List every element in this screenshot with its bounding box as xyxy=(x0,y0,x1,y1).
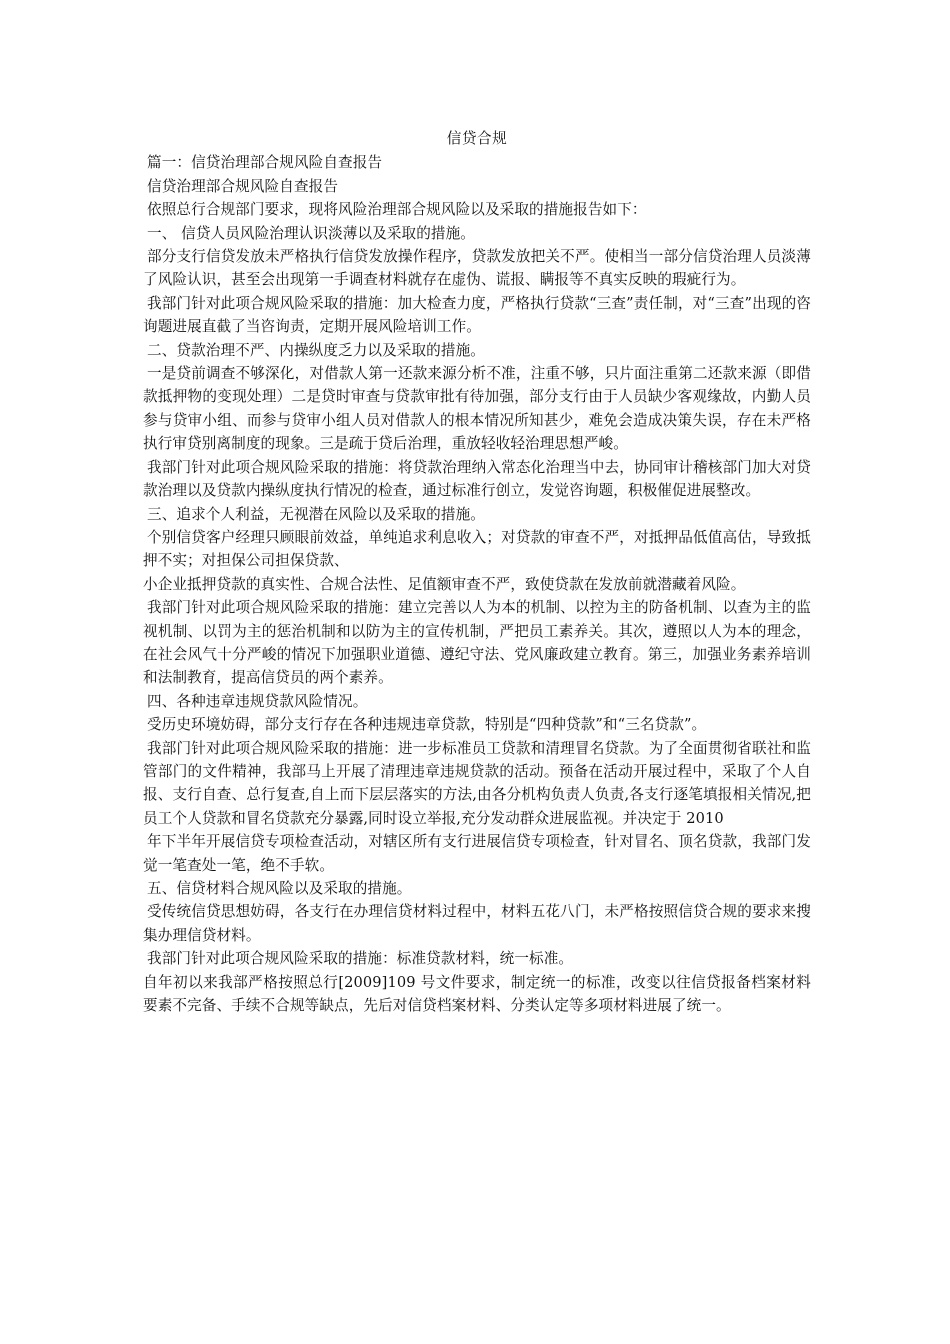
paragraph: 我部门针对此项合规风险采取的措施：将贷款治理纳入常态化治理当中去，协同审计稽核部门加大对贷款治理以及贷款内操纵度执行情况的检查，通过标准行创立，发觉咨询题，积极催促进展整改。 xyxy=(143,458,811,500)
paragraph: 篇一：信贷治理部合规风险自查报告 xyxy=(147,154,383,172)
document-title: 信贷合规 xyxy=(446,130,508,147)
paragraph: 五、信贷材料合规风险以及采取的措施。 xyxy=(147,880,412,897)
paragraph: 信贷治理部合规风险自查报告 xyxy=(147,177,339,195)
paragraph: 受历史环境妨碍，部分支行存在各种违规违章贷款，特别是“四种贷款”和“三名贷款”。 xyxy=(147,716,707,734)
paragraph: 自年初以来我部严格按照总行[2009]109 号文件要求，制定统一的标准，改变以往信贷报备档案材料要素不完备、手续不合规等缺点，先后对信贷档案材料、分类认定等多项材料进展了统一。 xyxy=(143,973,811,1015)
document-body xyxy=(143,127,811,1017)
paragraph: 受传统信贷思想妨碍，各支行在办理信贷材料过程中，材料五花八门，未严格按照信贷合规的要求来搜集办理信贷材料。 xyxy=(143,903,811,944)
paragraph: 四、各种违章违规贷款风险情况。 xyxy=(147,692,368,710)
paragraph: 年下半年开展信贷专项检查活动，对辖区所有支行进展信贷专项检查，针对冒名、顶名贷款，我部门发觉一笔查处一笔，绝不手软。 xyxy=(143,833,811,874)
paragraph: 三、追求个人利益，无视潜在风险以及采取的措施。 xyxy=(147,505,485,523)
paragraph: 我部门针对此项合规风险采取的措施：进一步标准员工贷款和清理冒名贷款。为了全面贯彻省联社和监管部门的文件精神，我部马上开展了清理违章违规贷款的活动。预备在活动开展过程中，采取了个人自报、支行自查、总行复查,自上而下层层落实的方法,由各分机构负责人负责,各支行逐笔填报相关情况,把员工个人贷款和冒名贷款充分暴露,同时设立举报,充分发动群众进展监视。并决定于 2010 xyxy=(143,739,811,827)
paragraph: 一、 信贷人员风险治理认识淡薄以及采取的措施。 xyxy=(147,224,476,242)
paragraph: 依照总行合规部门要求，现将风险治理部合规风险以及采取的措施报告如下： xyxy=(147,201,647,219)
paragraph: 我部门针对此项合规风险采取的措施：加大检查力度，严格执行贷款“三查”责任制，对“三查”出现的咨询题进展直截了当咨询责，定期开展风险培训工作。 xyxy=(143,294,811,336)
paragraph: 二、贷款治理不严、内操纵度乏力以及采取的措施。 xyxy=(147,341,485,359)
paragraph: 部分支行信贷发放未严格执行信贷发放操作程序，贷款发放把关不严。使相当一部分信贷治理人员淡薄了风险认识，甚至会出现第一手调查材料就存在虚伪、谎报、瞒报等不真实反映的瑕疵行为。 xyxy=(143,248,811,289)
paragraph: 个别信贷客户经理只顾眼前效益，单纯追求利息收入；对贷款的审查不严，对抵押品低值高估，导致抵押不实；对担保公司担保贷款、 xyxy=(143,528,811,570)
paragraph: 我部门针对此项合规风险采取的措施：标准贷款材料，统一标准。 xyxy=(147,950,574,968)
paragraph: 小企业抵押贷款的真实性、合规合法性、足值额审查不严，致使贷款在发放前就潜藏着风险。 xyxy=(143,575,746,593)
paragraph: 一是贷前调查不够深化，对借款人第一还款来源分析不准，注重不够，只片面注重第二还款来源（即借款抵押物的变现处理）二是贷时审查与贷款审批有待加强，部分支行由于人员缺少客观缘故，内勤人员参与贷审小组、而参与贷审小组人员对借款人的根本情况所知甚少，难免会造成决策失误，存在未严格执行审贷别离制度的现象。三是疏于贷后治理，重放轻收轻治理思想严峻。 xyxy=(143,365,811,453)
paragraph: 我部门针对此项合规风险采取的措施：建立完善以人为本的机制、以控为主的防备机制、以查为主的监视机制、以罚为主的惩治机制和以防为主的宣传机制，严把员工素养关。其次，遵照以人为本的理念，在社会风气十分严峻的情况下加强职业道德、遵纪守法、党风廉政建立教育。第三，加强业务素养培训和法制教育，提高信贷员的两个素养。 xyxy=(143,599,811,687)
